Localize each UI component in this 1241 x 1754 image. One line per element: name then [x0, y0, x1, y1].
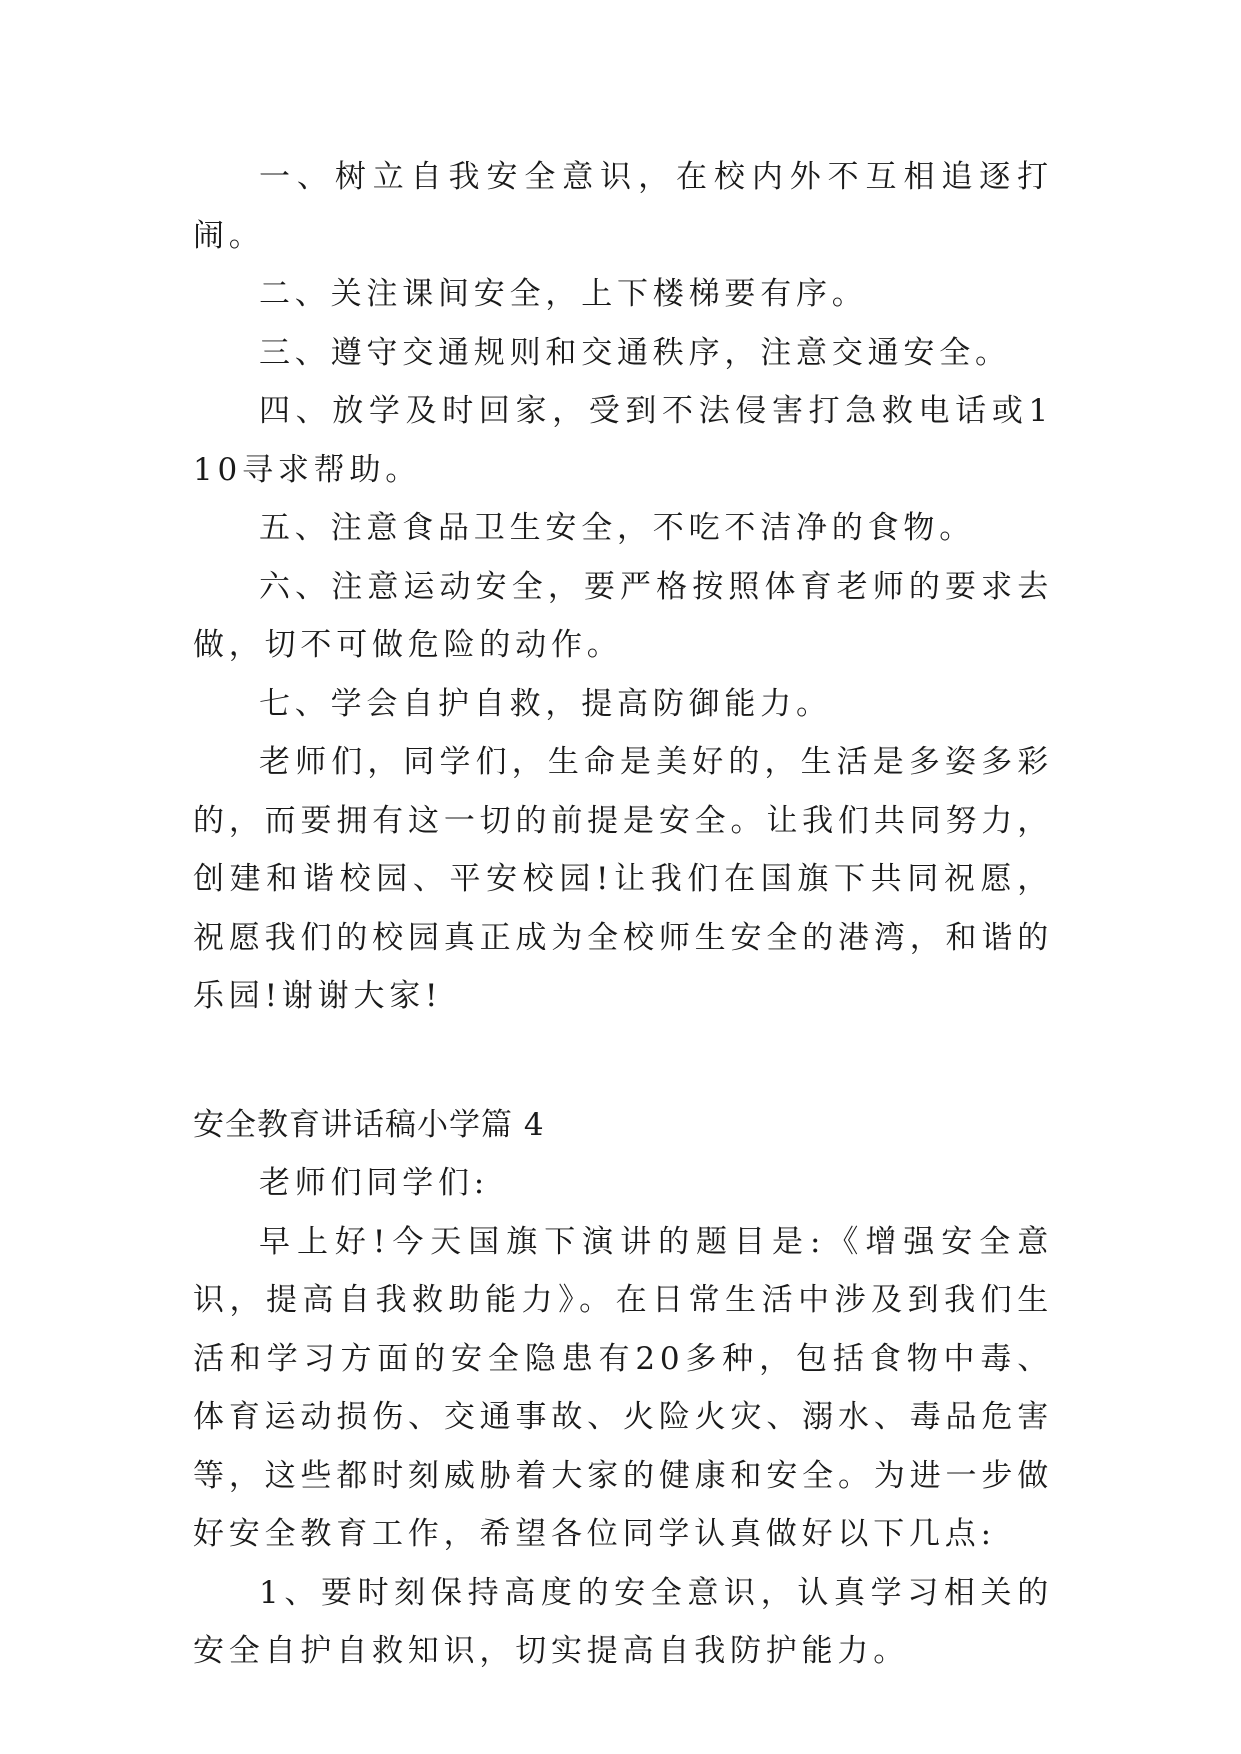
paragraph-rule-4: 四、放学及时回家，受到不法侵害打急救电话或110寻求帮助。 — [193, 393, 1053, 488]
paragraph-rule-7: 七、学会自护自救，提高防御能力。 — [259, 685, 832, 722]
section-title: 安全教育讲话稿小学篇 4 — [193, 1106, 545, 1143]
paragraph-greeting: 老师们同学们: — [259, 1165, 490, 1201]
paragraph-point-1: 1、要时刻保持高度的安全意识，认真学习相关的安全自护自救知识，切实提高自我防护能力。 — [193, 1574, 1053, 1669]
document-page — [193, 148, 1053, 1681]
paragraph-closing: 老师们，同学们，生命是美好的，生活是多姿多彩的，而要拥有这一切的前提是安全。让我们共同努力，创建和谐校园、平安校园!让我们在国旗下共同祝愿，祝愿我们的校园真正成为全校师生安全的港湾，和谐的乐园!谢谢大家! — [193, 744, 1053, 1014]
paragraph-rule-1: 一、树立自我安全意识，在校内外不互相追逐打闹。 — [193, 159, 1053, 254]
paragraph-rule-6: 六、注意运动安全，要严格按照体育老师的要求去做，切不可做危险的动作。 — [193, 568, 1053, 663]
paragraph-rule-2: 二、关注课间安全，上下楼梯要有序。 — [259, 276, 868, 312]
paragraph-rule-5: 五、注意食品卫生安全，不吃不洁净的食物。 — [259, 510, 975, 546]
section-gap — [193, 1026, 1053, 1096]
paragraph-rule-3: 三、遵守交通规则和交通秩序，注意交通安全。 — [259, 334, 1011, 371]
paragraph-intro: 早上好!今天国旗下演讲的题目是:《增强安全意识，提高自我救助能力》。在日常生活中涉及到我们生活和学习方面的安全隐患有20多种，包括食物中毒、体育运动损伤、交通事故、火险火灾、溺水、毒品危害等，这些都时刻威胁着大家的健康和安全。为进一步做好安全教育工作，希望各位同学认真做好以下几点: — [193, 1223, 1053, 1552]
